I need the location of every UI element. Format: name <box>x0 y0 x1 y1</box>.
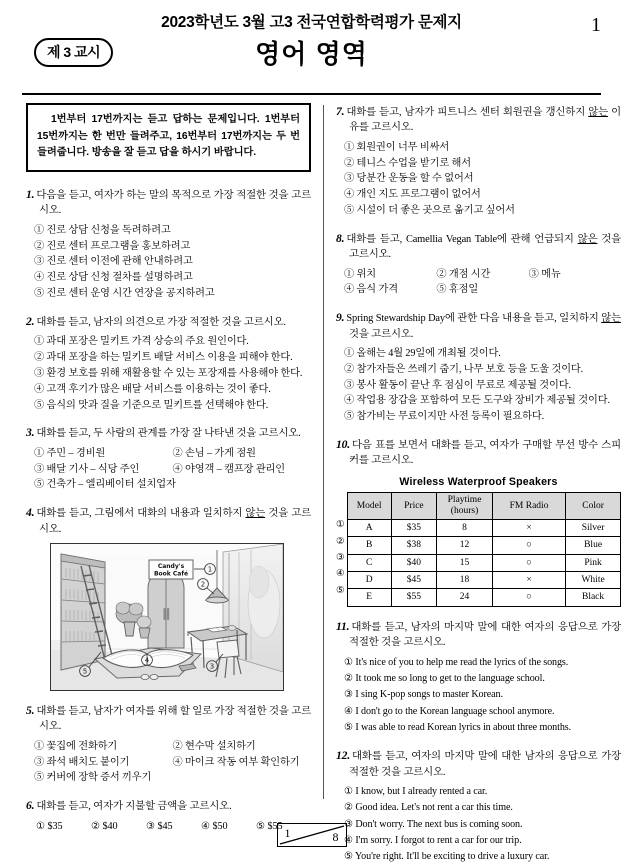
question-11-stem-text: 대화를 듣고, 남자의 마지막 말에 대한 여자의 응답으로 가장 적절한 것을 고르시오. <box>349 621 621 649</box>
choice[interactable]: ⑤ $55 <box>256 820 283 832</box>
direction-text: 1번부터 17번까지는 듣고 답하는 문제입니다. 1번부터 15번까지는 한 번만 들려주고, 16번부터 17번까지는 두 번 들려줍니다. 방송을 잘 듣고 답을 하시기 바랍니다. <box>37 114 300 159</box>
page-number-top: 1 <box>591 14 601 36</box>
cafe-sign-line2: Book Café <box>153 570 189 578</box>
row-marker[interactable]: ② <box>336 535 345 547</box>
choice[interactable]: ⑤ I was able to read Korean lyrics in about three months. <box>344 721 572 733</box>
question-8-stem-post: 것을 고르시오. <box>349 233 621 261</box>
choice[interactable]: ③ $45 <box>146 820 173 832</box>
cell-fm-radio: × <box>492 519 565 536</box>
question-9 <box>336 309 621 425</box>
choice[interactable]: ⑤ 음식의 맛과 질을 기준으로 밀키트를 선택해야 한다. <box>34 399 269 411</box>
question-8-choices <box>336 267 621 299</box>
choice[interactable]: ④ 마이크 작동 여부 확인하기 <box>172 756 300 768</box>
header-rule <box>22 93 601 95</box>
choice[interactable]: ③ 당분간 운동을 할 수 없어서 <box>344 173 474 185</box>
question-7-stem-post: 이유를 고르시오. <box>349 107 621 134</box>
question-12-stem <box>336 747 621 780</box>
choice[interactable]: ③ 배달 기사 – 식당 주인 <box>34 463 140 475</box>
question-4-stem <box>26 504 311 537</box>
cell-playtime: 12 <box>437 537 493 554</box>
choice[interactable]: ④ I don't go to the Korean language school anymore. <box>344 705 555 717</box>
subject-title: 영어 영역 <box>255 39 368 69</box>
question-3-choices <box>26 446 311 493</box>
cell-color: White <box>566 572 621 589</box>
question-5-stem <box>26 702 311 735</box>
question-7-stem <box>336 103 621 136</box>
subject-row <box>0 32 623 74</box>
choice[interactable]: ③ I sing K-pop songs to master Korean. <box>344 689 503 701</box>
choice[interactable]: ③ 메뉴 <box>528 268 561 280</box>
question-2 <box>26 313 311 413</box>
choice[interactable]: ⑤ 진로 센터 운영 시간 연장을 공지하려고 <box>34 288 215 300</box>
question-12 <box>336 747 621 866</box>
table-row[interactable] <box>347 589 620 606</box>
cell-price: $35 <box>391 519 436 536</box>
cell-fm-radio: × <box>492 572 565 589</box>
question-8-stem <box>336 230 621 263</box>
cell-playtime: 18 <box>437 572 493 589</box>
col-header-price: Price <box>391 492 436 519</box>
playtime-line1: Playtime <box>447 495 482 506</box>
marker-4: 4 <box>144 656 150 665</box>
choice[interactable]: ① 올해는 4월 29일에 개최될 것이다. <box>344 348 501 360</box>
cell-model: D <box>347 572 391 589</box>
question-8-number: 8. <box>336 231 345 245</box>
choice[interactable]: ① 꽃집에 전화하기 <box>34 740 118 752</box>
page-header <box>0 0 623 86</box>
choice[interactable]: ② 손님 – 가게 점원 <box>172 447 256 459</box>
question-7-negation: 않는 <box>588 107 608 118</box>
question-10-stem <box>336 436 621 469</box>
row-marker[interactable]: ③ <box>336 552 345 564</box>
row-marker[interactable]: ⑤ <box>336 584 345 596</box>
question-1-stem-text: 다음을 듣고, 여자가 하는 말의 목적으로 가장 적절한 것을 고르시오. <box>36 190 311 217</box>
question-5-number: 5. <box>26 703 35 717</box>
question-8 <box>336 230 621 298</box>
question-7 <box>336 103 621 219</box>
choice[interactable]: ① I know, but I already rented a car. <box>344 786 488 798</box>
question-1-number: 1. <box>26 188 35 202</box>
choice[interactable]: ② 과대 포장을 하는 밀키트 배달 서비스 이용을 피해야 한다. <box>34 352 293 364</box>
marker-1: 1 <box>207 565 213 574</box>
choice[interactable]: ⑤ 참가비는 무료이지만 사전 등록이 필요하다. <box>344 411 545 423</box>
choice[interactable]: ③ 봉사 활동이 끝난 후 점심이 무료로 제공될 것이다. <box>344 379 571 391</box>
choice[interactable]: ④ 고객 후기가 많은 배달 서비스를 이용하는 것이 좋다. <box>34 383 271 395</box>
question-4-illustration-wrap <box>50 543 311 691</box>
choice[interactable]: ② Good idea. Let's not rent a car this time. <box>344 802 513 814</box>
question-9-choices <box>336 346 621 425</box>
cell-fm-radio: ○ <box>492 537 565 554</box>
choice[interactable]: ④ 진로 상담 신청 절차를 설명하려고 <box>34 272 193 284</box>
question-11-number: 11. <box>336 619 350 633</box>
choice[interactable]: ① $35 <box>36 820 63 832</box>
choice[interactable]: ④ I'm sorry. I forgot to rent a car for our trip. <box>344 835 522 847</box>
question-9-stem-pre: Spring Stewardship Day에 관한 다음 내용을 듣고, 일치하지 <box>346 313 602 325</box>
col-header-playtime <box>437 492 493 519</box>
question-11 <box>336 618 621 737</box>
choice[interactable]: ① 위치 <box>344 268 377 280</box>
choice[interactable]: ⑤ 건축가 – 엘리베이터 설치업자 <box>34 479 176 491</box>
question-2-stem-text: 대화를 듣고, 남자의 의견으로 가장 적절한 것을 고르시오. <box>36 316 286 328</box>
choice[interactable]: ⑤ 시설이 더 좋은 곳으로 옮기고 싶어서 <box>344 205 515 217</box>
choice[interactable]: ① It's nice of you to help me read the lyrics of the songs. <box>344 656 569 668</box>
question-3-number: 3. <box>26 426 35 440</box>
cell-model: A <box>347 519 391 536</box>
choice[interactable]: ③ Don't worry. The next bus is coming soon. <box>344 818 523 830</box>
choice[interactable]: ③ 환경 보호를 위해 재활용할 수 있는 포장재를 사용해야 한다. <box>34 367 303 379</box>
question-8-stem-pre: 대화를 듣고, Camellia Vegan Table에 관해 언급되지 <box>346 233 578 245</box>
question-4-stem-pre: 대화를 듣고, 그림에서 대화의 내용과 일치하지 <box>36 508 246 520</box>
period-badge: 제 3 교시 <box>34 38 113 67</box>
speakers-row-markers <box>336 492 347 607</box>
left-column <box>26 103 311 857</box>
choice[interactable]: ⑤ 휴점일 <box>436 284 479 296</box>
cell-color: Blue <box>566 537 621 554</box>
table-row[interactable] <box>347 519 620 536</box>
choice[interactable]: ② It took me so long to get to the language school. <box>344 672 545 684</box>
cell-model: E <box>347 589 391 606</box>
question-4-stem-post: 것을 고르시오. <box>39 508 311 535</box>
right-column <box>336 103 621 863</box>
speakers-table <box>347 492 621 607</box>
question-3 <box>26 424 311 493</box>
question-4-number: 4. <box>26 506 35 520</box>
question-12-number: 12. <box>336 749 351 763</box>
choice[interactable]: ④ 작업용 장갑을 포함하여 모든 도구와 장비가 제공될 것이다. <box>344 395 610 407</box>
question-7-choices <box>336 140 621 219</box>
col-header-color: Color <box>566 492 621 519</box>
choice[interactable]: ① 진로 상담 신청을 독려하려고 <box>34 224 171 236</box>
question-2-number: 2. <box>26 314 35 328</box>
cell-model: B <box>347 537 391 554</box>
choice[interactable]: ② 테니스 수업을 받기로 해서 <box>344 157 472 169</box>
question-1-stem <box>26 186 311 219</box>
question-3-stem <box>26 424 311 441</box>
question-6-number: 6. <box>26 799 35 813</box>
question-5-choices <box>26 739 311 786</box>
current-page: 1 <box>284 826 291 840</box>
cell-fm-radio: ○ <box>492 554 565 571</box>
table-header-row <box>347 492 620 519</box>
question-3-stem-text: 대화를 듣고, 두 사람의 관계를 가장 잘 나타낸 것을 고르시오. <box>36 428 301 440</box>
cell-price: $38 <box>391 537 436 554</box>
choice[interactable]: ① 과대 포장은 밀키트 가격 상승의 주요 원인이다. <box>34 336 249 348</box>
choice[interactable]: ① 주민 – 경비원 <box>34 447 106 459</box>
marker-2: 2 <box>200 580 206 589</box>
cell-fm-radio: ○ <box>492 589 565 606</box>
speakers-table-title: Wireless Waterproof Speakers <box>399 475 558 488</box>
choice[interactable]: ② $40 <box>91 820 118 832</box>
playtime-line2: (hours) <box>450 505 479 516</box>
cell-price: $55 <box>391 589 436 606</box>
question-6-stem-text: 대화를 듣고, 여자가 지불할 금액을 고르시오. <box>36 801 232 813</box>
choice[interactable]: ④ 개인 지도 프로그램이 없어서 <box>344 189 481 201</box>
choice[interactable]: ② 현수막 설치하기 <box>172 740 256 752</box>
choice[interactable]: ② 진로 센터 프로그램을 홍보하려고 <box>34 240 191 252</box>
question-7-number: 7. <box>336 105 345 118</box>
table-row[interactable] <box>347 572 620 589</box>
question-7-stem-pre: 대화를 듣고, 남자가 피트니스 센터 회원권을 갱신하지 <box>346 107 589 118</box>
speakers-table-holder <box>336 492 621 607</box>
choice[interactable]: ③ 진로 센터 이전에 관해 안내하려고 <box>34 256 193 268</box>
marker-5: 5 <box>82 667 88 676</box>
cell-playtime: 15 <box>437 554 493 571</box>
question-10-stem-text: 다음 표를 보면서 대화를 듣고, 여자가 구매할 무선 방수 스피커를 고르시오. <box>349 440 621 467</box>
col-header-model: Model <box>347 492 391 519</box>
cell-price: $40 <box>391 554 436 571</box>
question-1-choices <box>26 223 311 302</box>
question-1 <box>26 186 311 302</box>
question-9-stem <box>336 309 621 342</box>
choice[interactable]: ③ 좌석 배치도 붙이기 <box>34 756 130 768</box>
column-divider <box>323 105 324 799</box>
cell-playtime: 24 <box>437 589 493 606</box>
question-5 <box>26 702 311 786</box>
question-10 <box>336 436 621 607</box>
question-2-choices <box>26 334 311 413</box>
cell-playtime: 8 <box>437 519 493 536</box>
cell-price: $45 <box>391 572 436 589</box>
page-footer <box>0 823 623 847</box>
question-2-stem <box>26 313 311 330</box>
cell-color: Pink <box>566 554 621 571</box>
content-columns <box>0 103 623 863</box>
choice[interactable]: ② 참가자들은 쓰레기 줍기, 나무 보호 등을 도울 것이다. <box>344 363 584 375</box>
marker-3: 3 <box>209 662 215 671</box>
question-5-stem-text: 대화를 듣고, 남자가 여자를 위해 할 일로 가장 적절한 것을 고르시오. <box>36 705 311 733</box>
cell-model: C <box>347 554 391 571</box>
question-9-stem-post: 것을 고르시오. <box>349 328 414 340</box>
cell-color: Silver <box>566 519 621 536</box>
choice[interactable]: ① 회원권이 너무 비싸서 <box>344 141 450 153</box>
question-9-number: 9. <box>336 311 345 325</box>
choice[interactable]: ④ 야영객 – 캠프장 관리인 <box>172 463 286 475</box>
row-marker[interactable]: ① <box>336 519 345 531</box>
question-9-negation: 않는 <box>601 313 621 325</box>
question-12-stem-text: 대화를 듣고, 여자의 마지막 말에 대한 남자의 응답으로 가장 적절한 것을 고르시오. <box>349 751 621 778</box>
direction-box <box>26 103 311 172</box>
choice[interactable]: ④ $50 <box>201 820 228 832</box>
question-4 <box>26 504 311 691</box>
choice[interactable]: ⑤ You're right. It'll be exciting to drive a luxury car. <box>344 851 550 863</box>
row-marker[interactable]: ④ <box>336 568 345 580</box>
question-11-choices <box>336 655 621 737</box>
choice[interactable]: ⑤ 커버에 장학 증서 끼우기 <box>34 772 152 784</box>
total-pages: 8 <box>332 830 339 844</box>
cell-color: Black <box>566 589 621 606</box>
question-4-negation: 않는 <box>245 508 266 520</box>
question-8-negation: 않은 <box>577 233 598 245</box>
table-row[interactable] <box>347 554 620 571</box>
book-cafe-illustration <box>50 543 284 691</box>
table-row[interactable] <box>347 537 620 554</box>
exam-title: 2023학년도 3월 고3 전국연합학력평가 문제지 <box>161 14 462 31</box>
question-11-stem <box>336 618 621 651</box>
col-header-fm-radio: FM Radio <box>492 492 565 519</box>
choice[interactable]: ② 개점 시간 <box>436 268 491 280</box>
page-indicator <box>277 823 347 847</box>
question-10-number: 10. <box>336 438 351 452</box>
question-6-stem <box>26 797 311 814</box>
cafe-sign-line1: Candy's <box>157 562 185 570</box>
choice[interactable]: ④ 음식 가격 <box>344 284 398 296</box>
